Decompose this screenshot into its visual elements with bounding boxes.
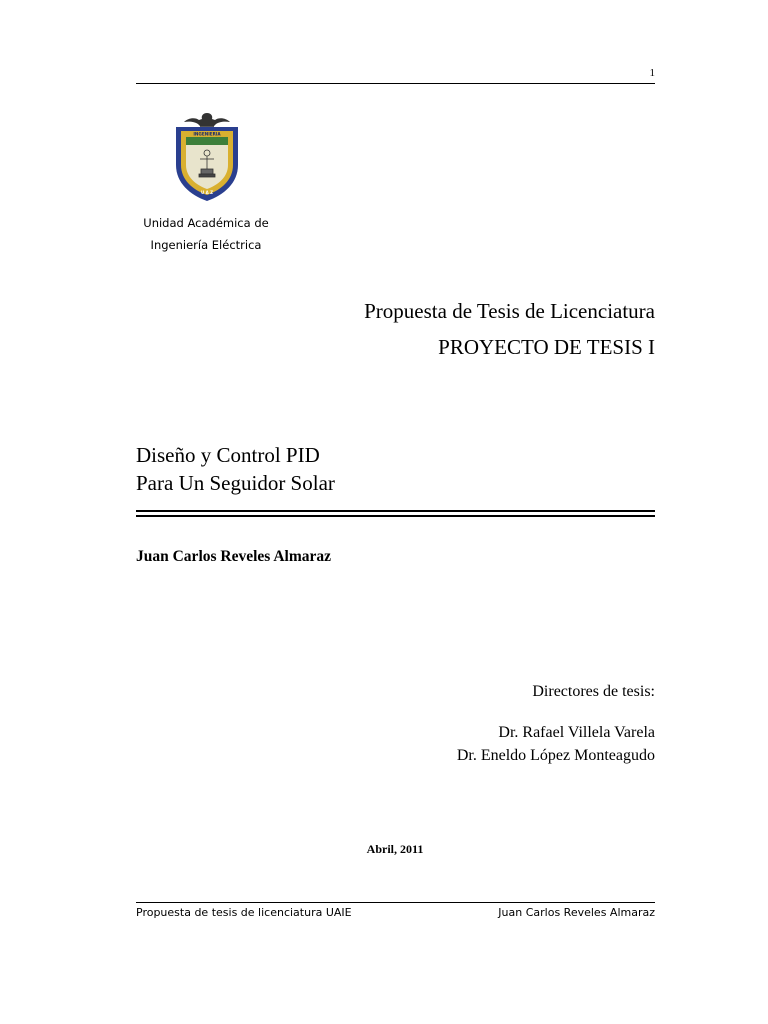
- title-rule-lower: [136, 515, 655, 517]
- thesis-title: [136, 441, 335, 497]
- page-number: 1: [649, 67, 655, 79]
- logo-text-top: INGENIERIA: [193, 131, 221, 137]
- directors-heading: Directores de tesis:: [532, 683, 655, 700]
- author-name: Juan Carlos Reveles Almaraz: [136, 548, 332, 565]
- header-rule: [136, 83, 655, 84]
- project-subtitle: PROYECTO DE TESIS I: [438, 335, 655, 359]
- title-rule-upper: [136, 510, 655, 512]
- university-shield-logo: [170, 111, 244, 203]
- thesis-title-line2: Para Un Seguidor Solar: [136, 471, 335, 495]
- logo-text-bottom: U A Z: [200, 190, 214, 195]
- director-name: Dr. Eneldo López Monteagudo: [456, 747, 655, 764]
- institution-name-line1: Unidad Académica de: [143, 216, 269, 230]
- footer-author: Juan Carlos Reveles Almaraz: [498, 906, 655, 919]
- thesis-title-line1: Diseño y Control PID: [136, 443, 320, 467]
- proposal-subtitle: Propuesta de Tesis de Licenciatura: [364, 299, 655, 323]
- submission-date: Abril, 2011: [366, 842, 424, 856]
- footer-document-title: Propuesta de tesis de licenciatura UAIE: [136, 906, 352, 919]
- institution-name-line2: Ingeniería Eléctrica: [150, 238, 262, 252]
- director-name: Dr. Rafael Villela Varela: [498, 724, 655, 741]
- footer-rule: [136, 902, 655, 903]
- institution-name: [136, 212, 276, 256]
